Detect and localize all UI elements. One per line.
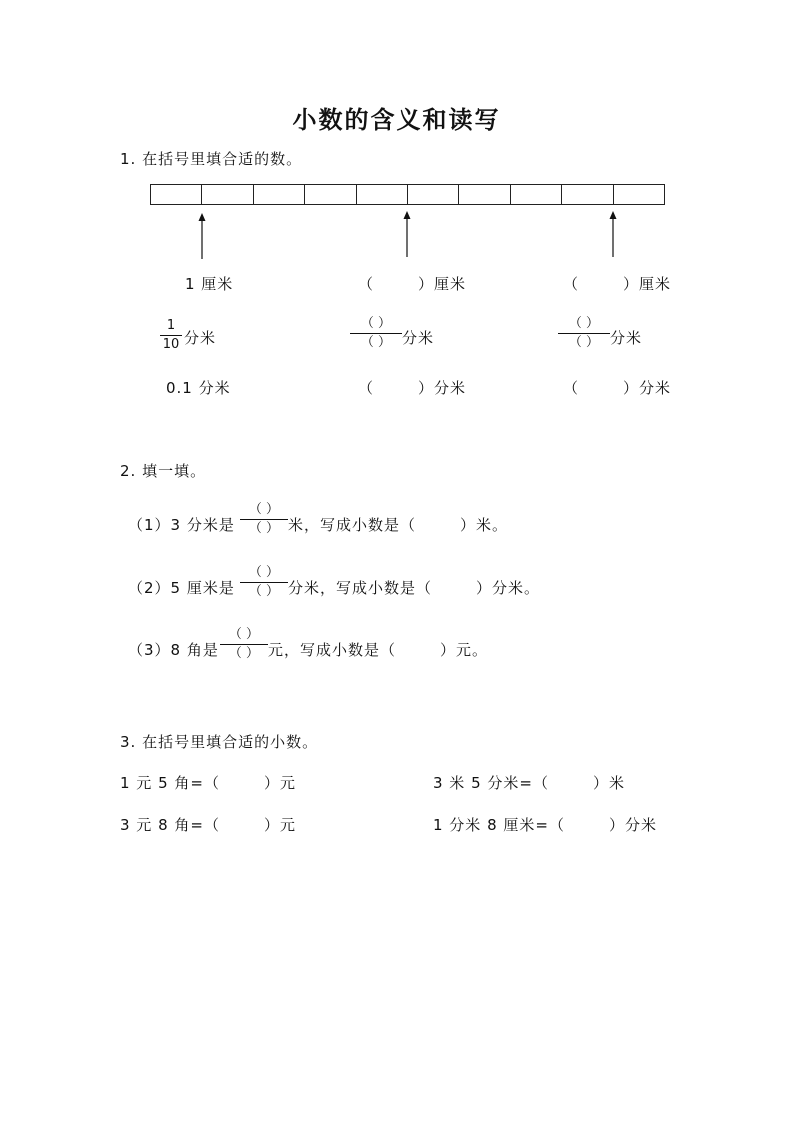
ruler-cell <box>305 185 356 204</box>
q2-heading: 2. 填一填。 <box>120 462 207 480</box>
q2-item-1-rest: 米，写成小数是（ ）米。 <box>288 516 509 534</box>
up-arrow-icon <box>196 213 208 259</box>
col3-cm: （ ）厘米 <box>563 275 672 293</box>
q2-item-2-fraction: （ ） （ ） <box>240 565 288 600</box>
ruler-cell <box>408 185 459 204</box>
q3-item-4: 1 分米 8 厘米=（ ）分米 <box>433 816 657 834</box>
ruler-cell <box>511 185 562 204</box>
q3-item-2: 3 米 5 分米=（ ）米 <box>433 774 625 792</box>
q2-item-2: （2）5 厘米是 <box>128 579 235 597</box>
page-title: 小数的含义和读写 <box>292 105 501 134</box>
col2-frac-unit: 分米 <box>402 329 435 347</box>
col3-frac-unit: 分米 <box>610 329 643 347</box>
ruler-cell <box>151 185 202 204</box>
q2-item-3: （3）8 角是 <box>128 641 219 659</box>
col3-decimal: （ ）分米 <box>563 379 672 397</box>
col2-cm: （ ）厘米 <box>358 275 467 293</box>
ruler-cell <box>562 185 613 204</box>
up-arrow-icon <box>607 211 619 257</box>
ruler <box>150 184 665 205</box>
col1-frac-unit: 分米 <box>184 329 217 347</box>
col2-decimal: （ ）分米 <box>358 379 467 397</box>
q2-item-3-fraction: （ ） （ ） <box>220 627 268 662</box>
col2-fraction: （ ） （ ） <box>350 316 402 351</box>
q3-heading: 3. 在括号里填合适的小数。 <box>120 733 319 751</box>
col1-fraction: 1 10 <box>160 318 182 353</box>
q3-item-3: 3 元 8 角=（ ）元 <box>120 816 296 834</box>
col3-fraction: （ ） （ ） <box>558 316 610 351</box>
col1-cm: 1 厘米 <box>185 275 234 293</box>
q2-item-1-fraction: （ ） （ ） <box>240 502 288 537</box>
q3-item-1: 1 元 5 角=（ ）元 <box>120 774 296 792</box>
ruler-cell <box>614 185 664 204</box>
ruler-cell <box>254 185 305 204</box>
q2-item-2-rest: 分米，写成小数是（ ）分米。 <box>288 579 541 597</box>
q1-heading: 1. 在括号里填合适的数。 <box>120 150 303 168</box>
q2-item-3-rest: 元，写成小数是（ ）元。 <box>268 641 489 659</box>
col1-decimal: 0.1 分米 <box>166 379 231 397</box>
q2-item-1: （1）3 分米是 <box>128 516 235 534</box>
up-arrow-icon <box>401 211 413 257</box>
ruler-cell <box>357 185 408 204</box>
ruler-cell <box>459 185 510 204</box>
ruler-cell <box>202 185 253 204</box>
